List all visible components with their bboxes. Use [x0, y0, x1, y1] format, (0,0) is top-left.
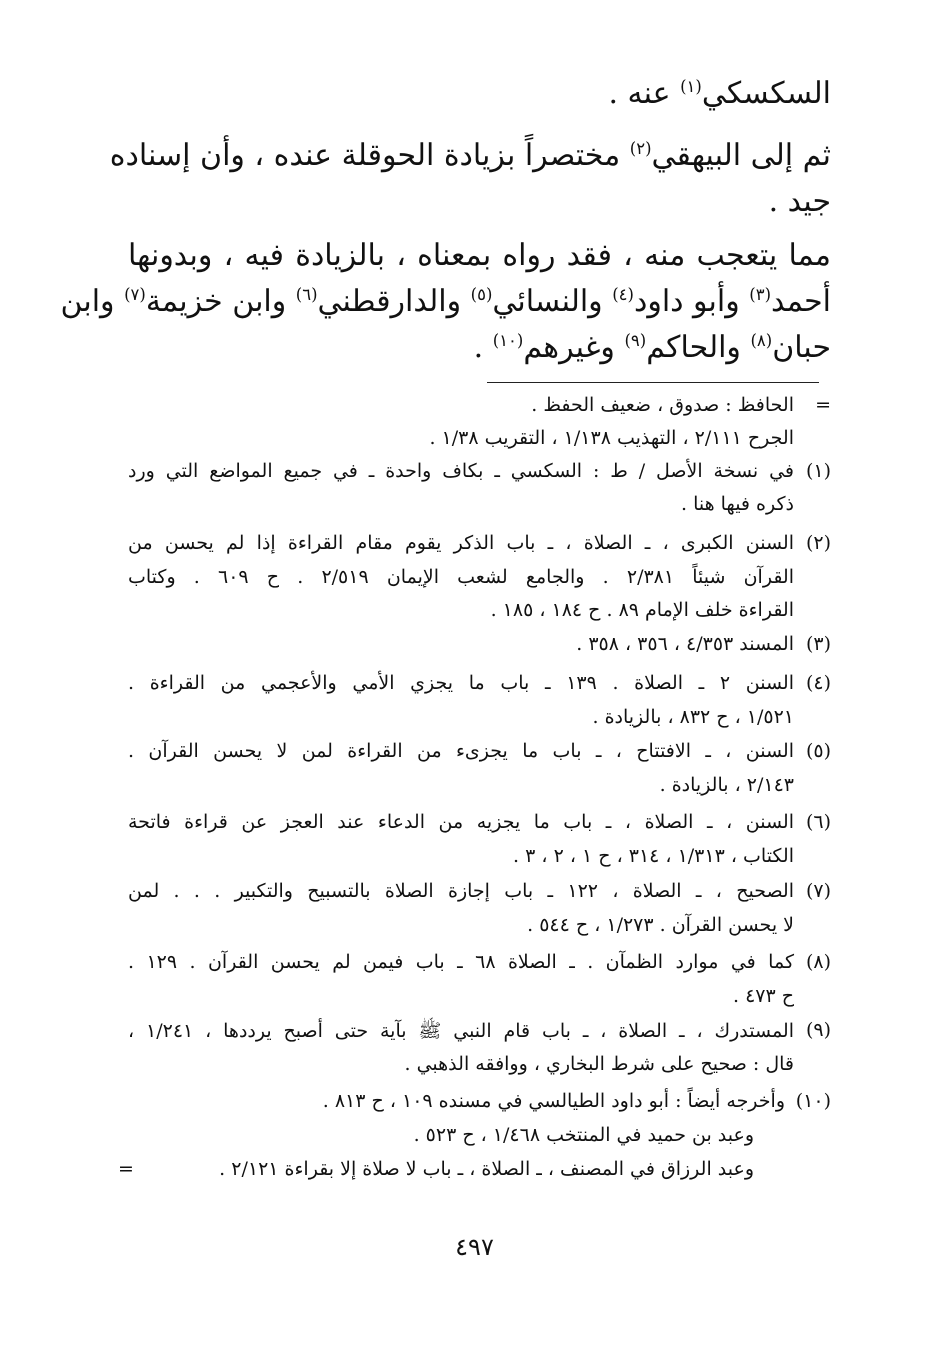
footnote-line: ١/٥٢١ ، ح ٨٣٢ ، بالزيادة .: [592, 706, 794, 728]
main-line-1: [608, 76, 831, 111]
footnote-number: (٧): [805, 880, 831, 902]
footnote-line: الصحيح ، ـ الصلاة ، ١٢٢ ـ باب إجازة الصلاة بالتسبيح والتكبير . . . لمن: [128, 880, 794, 902]
text-segment: والنسائي: [492, 284, 603, 319]
footnote-ref-1[interactable]: (١): [680, 77, 702, 96]
text-segment: .: [473, 330, 484, 365]
footnote-number: (٨): [805, 951, 831, 973]
footnote-line: السنن ، ـ الصلاة ، ـ باب ما يجزيه من الدعاء عند العجز عن قراءة فاتحة: [128, 811, 794, 833]
footnote-line: كما في موارد الظمآن . ـ الصلاة ٦٨ ـ باب فيمن لم يحسن القرآن . ١٢٩ .: [128, 951, 794, 973]
footnote-ref-7[interactable]: (٧): [124, 285, 146, 304]
text-segment: وابن: [60, 284, 115, 319]
footnote-ref-10[interactable]: (١٠): [492, 331, 524, 350]
text-segment: السكسكي: [701, 76, 831, 111]
footnote-separator: [487, 382, 819, 383]
main-line-6: [474, 330, 831, 365]
footnote-ref-6[interactable]: (٦): [295, 285, 318, 304]
main-line-3: جيد .: [768, 184, 831, 219]
text-segment: عنه .: [608, 76, 671, 111]
footnote-line: قال : صحيح على شرط البخاري ، ووافقه الذهبي .: [404, 1053, 794, 1075]
footnote-number: (٢): [805, 532, 831, 554]
footnote-line: السنن ، ـ الافتتاح ، ـ باب ما يجزىء من القراءة لمن لا يحسن القرآن .: [128, 740, 794, 762]
footnote-number: (٥): [805, 740, 831, 762]
text-segment: أحمد: [771, 284, 831, 319]
main-line-5: [60, 284, 831, 319]
footnote-ref-5[interactable]: (٥): [470, 285, 493, 304]
footnote-line: الكتاب ، ١/٣١٣ ، ٣١٤ ، ح ١ ، ٢ ، ٣ .: [513, 845, 794, 867]
footnote-line: وأخرجه أيضاً : أبو داود الطيالسي في مسنده ١٠٩ ، ح ٨١٣ .: [322, 1090, 785, 1112]
footnote-line: وعبد الرزاق في المصنف ، ـ الصلاة ، ـ باب لا صلاة إلا بقراءة ٢/١٢١ .: [219, 1158, 754, 1180]
footnote-line: السنن ٢ ـ الصلاة . ١٣٩ ـ باب ما يجزي الأمي والأعجمي من القراءة .: [128, 672, 794, 694]
main-line-2: [109, 138, 831, 173]
footnote-number: (١٠): [795, 1090, 831, 1112]
footnote-line: ٢/١٤٣ ، بالزيادة .: [659, 774, 794, 796]
main-line-4: مما يتعجب منه ، فقد رواه بمعناه ، بالزيادة فيه ، وبدونها: [128, 238, 831, 273]
footnote-end-mark: =: [118, 1158, 134, 1180]
footnote-continuation-line-1: الحافظ : صدوق ، ضعيف الحفظ .: [531, 394, 794, 416]
footnote-line: القراءة خلف الإمام ٨٩ . ح ١٨٤ ، ١٨٥ .: [490, 599, 794, 621]
text-segment: وغيرهم: [523, 330, 615, 365]
footnote-ref-9[interactable]: (٩): [624, 331, 647, 350]
footnote-continuation-line-2: الجرح ٢/١١١ ، التهذيب ١/١٣٨ ، التقريب ١/٣٨ .: [429, 427, 794, 449]
text-segment: والحاكم: [646, 330, 741, 365]
text-segment: ثم إلى البيهقي: [651, 138, 831, 173]
footnote-continuation-mark: =: [815, 394, 831, 416]
text-segment: وأبو داود: [633, 284, 740, 319]
footnote-line: السنن الكبرى ، ـ الصلاة ، ـ باب الذكر يقوم مقام القراءة إذا لم يحسن من: [128, 532, 794, 554]
footnote-line: المستدرك ، ـ الصلاة ، ـ باب قام النبي ﷺ بآية حتى أصبح يرددها ، ١/٢٤١ ،: [128, 1020, 794, 1042]
footnote-line: في نسخة الأصل / ط : السكسي ـ بكاف واحدة ـ في جميع المواضع التي ورد: [128, 460, 794, 482]
footnote-ref-4[interactable]: (٤): [612, 285, 634, 304]
footnote-line: المسند ٤/٣٥٣ ، ٣٥٦ ، ٣٥٨ .: [576, 633, 794, 655]
footnote-number: (٦): [805, 811, 831, 833]
footnote-number: (٣): [805, 633, 831, 655]
footnote-ref-8[interactable]: (٨): [750, 331, 773, 350]
footnote-number: (٤): [805, 672, 831, 694]
text-segment: والدارقطني: [317, 284, 462, 319]
footnote-line: ذكره فيها هنا .: [680, 493, 794, 515]
footnote-number: (١): [805, 460, 831, 482]
footnote-line: وعبد بن حميد في المنتخب ١/٤٦٨ ، ح ٥٢٣ .: [413, 1124, 754, 1146]
footnote-line: لا يحسن القرآن . ١/٢٧٣ ، ح ٥٤٤ .: [527, 914, 794, 936]
footnote-line: ح ٤٧٣ .: [732, 985, 794, 1007]
footnote-line: القرآن شيئاً ٢/٣٨١ . والجامع لشعب الإيمان ٢/٥١٩ . ح ٦٠٩ . وكتاب: [128, 566, 795, 588]
text-segment: حبان: [772, 330, 831, 365]
footnote-ref-3[interactable]: (٣): [749, 285, 772, 304]
text-segment: وابن خزيمة: [145, 284, 287, 319]
page-number: ٤٩٧: [455, 1233, 494, 1261]
footnote-ref-2[interactable]: (٢): [629, 139, 652, 158]
text-segment: مختصراً بزيادة الحوقلة عنده ، وأن إسناده: [109, 138, 621, 173]
footnote-number: (٩): [805, 1019, 831, 1041]
